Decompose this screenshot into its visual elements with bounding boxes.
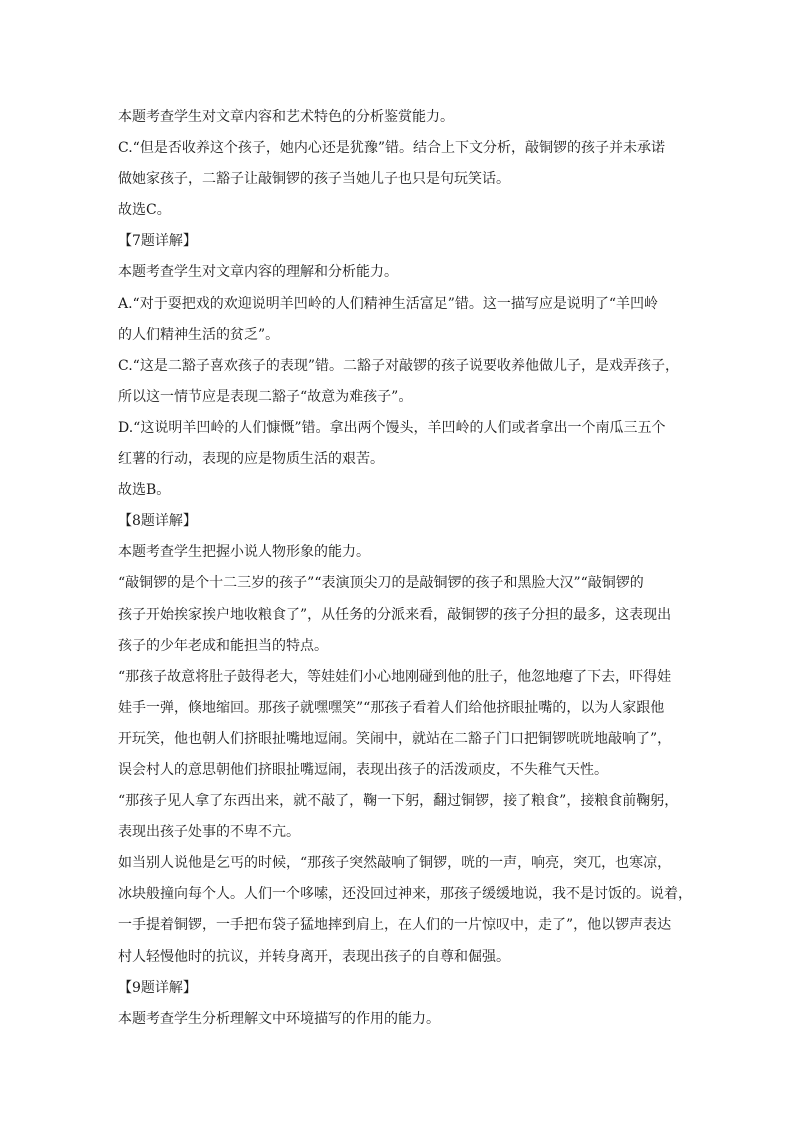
- section-heading: 【8题详解】: [118, 513, 197, 530]
- text-line: 娃手一弹，倏地缩回。那孩子就嘿嘿笑”“那孩子看着人们给他挤眼扯嘴的，以为人家跟他: [118, 699, 665, 716]
- text-line: 做她家孩子，二豁子让敲铜锣的孩子当她儿子也只是句玩笑话。: [118, 171, 510, 188]
- document-body: [118, 102, 692, 1035]
- section-heading: 【7题详解】: [118, 233, 197, 250]
- text-line: 如当别人说他是乞丐的时候，“那孩子突然敲响了铜锣，咣的一声，响亮，突兀，也寒凉，: [118, 855, 672, 872]
- text-line: C.“但是否收养这个孩子，她内心还是犹豫”错。结合上下文分析，敲铜锣的孩子并未承诺: [118, 140, 665, 157]
- text-line: 故选B。: [118, 482, 171, 499]
- text-line: 孩子的少年老成和能担当的特点。: [118, 637, 328, 654]
- text-line: 故选C。: [118, 202, 171, 219]
- text-line: 孩子开始挨家挨户地收粮食了”，从任务的分派来看，敲铜锣的孩子分担的最多，这表现出: [118, 606, 672, 623]
- text-line: 本题考查学生分析理解文中环境描写的作用的能力。: [118, 1010, 440, 1027]
- text-line: “敲铜锣的是个十二三岁的孩子”“表演顶尖刀的是敲铜锣的孩子和黑脸大汉”“敲铜锣的: [118, 575, 644, 592]
- text-line: 的人们精神生活的贫乏”。: [118, 326, 280, 343]
- text-line: 本题考查学生对文章内容的理解和分析能力。: [118, 264, 398, 281]
- text-line: 冰块般撞向每个人。人们一个哆嗦，还没回过神来，那孩子缓缓地说，我不是讨饭的。说着，: [118, 886, 692, 903]
- text-line: “那孩子见人拿了东西出来，就不敲了，鞠一下躬，翻过铜锣，接了粮食”，接粮食前鞠躬，: [118, 793, 679, 810]
- text-line: D.“这说明羊凹岭的人们慷慨”错。拿出两个馒头，羊凹岭的人们或者拿出一个南瓜三五个: [118, 419, 666, 436]
- text-line: 本题考查学生把握小说人物形象的能力。: [118, 544, 370, 561]
- section-heading: 【9题详解】: [118, 979, 197, 996]
- text-line: 红薯的行动，表现的应是物质生活的艰苦。: [118, 451, 384, 468]
- text-line: A.“对于耍把戏的欢迎说明羊凹岭的人们精神生活富足”错。这一描写应是说明了“羊凹岭: [118, 295, 659, 312]
- text-line: 所以这一情节应是表现二豁子“故意为难孩子”。: [118, 388, 413, 405]
- text-line: 开玩笑，他也朝人们挤眼扯嘴地逗闹。笑闹中，就站在二豁子门口把铜锣咣咣地敲响了”，: [118, 730, 672, 747]
- text-line: 一手提着铜锣，一手把布袋子猛地摔到肩上，在人们的一片惊叹中，走了”，他以锣声表达: [118, 917, 672, 934]
- text-line: 本题考查学生对文章内容和艺术特色的分析鉴赏能力。: [118, 109, 454, 125]
- text-line: 村人轻慢他时的抗议，并转身离开，表现出孩子的自尊和倔强。: [118, 948, 510, 965]
- text-line: 误会村人的意思朝他们挤眼扯嘴逗闹，表现出孩子的活泼顽皮，不失稚气天性。: [118, 761, 608, 778]
- text-line: 表现出孩子处事的不卑不亢。: [118, 824, 300, 841]
- text-line: C.“这是二豁子喜欢孩子的表现”错。二豁子对敲锣的孩子说要收养他做儿子，是戏弄孩子，: [118, 357, 679, 374]
- text-line: “那孩子故意将肚子鼓得老大，等娃娃们小心地刚碰到他的肚子，他忽地瘪了下去，吓得娃: [118, 668, 672, 685]
